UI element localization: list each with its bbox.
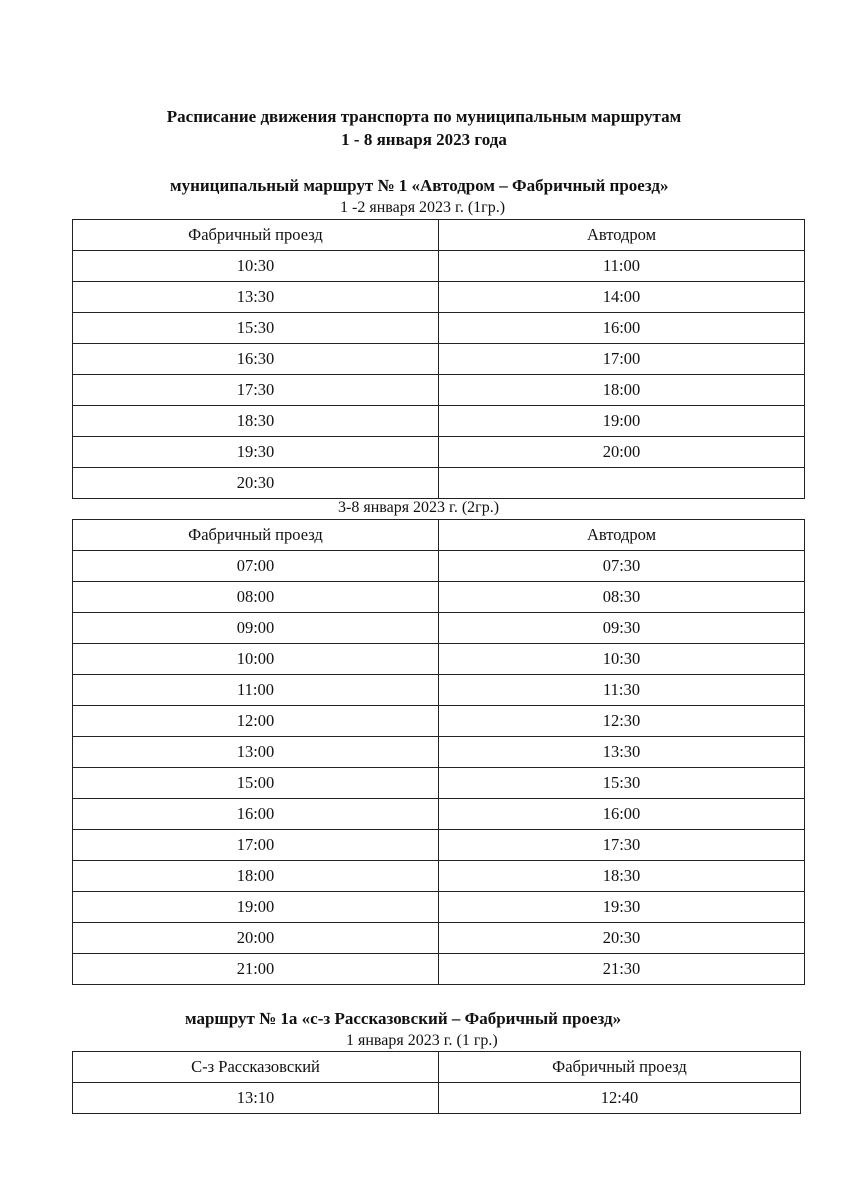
column-header: Фабричный проезд (73, 520, 439, 551)
time-cell: 17:30 (439, 830, 805, 861)
time-cell: 20:00 (73, 923, 439, 954)
table-row (73, 737, 805, 768)
table-row (73, 1083, 801, 1114)
table-row (73, 923, 805, 954)
time-cell: 16:00 (73, 799, 439, 830)
table-row (73, 830, 805, 861)
time-cell: 09:30 (439, 613, 805, 644)
time-cell: 09:00 (73, 613, 439, 644)
time-cell: 10:00 (73, 644, 439, 675)
table-row (73, 582, 805, 613)
table-row (73, 675, 805, 706)
document-title-line2: 1 - 8 января 2023 года (341, 130, 507, 149)
column-header: Автодром (439, 220, 805, 251)
table-row (73, 613, 805, 644)
table-row (73, 644, 805, 675)
time-cell: 16:00 (439, 799, 805, 830)
route1-period2-table (72, 519, 805, 985)
header-row (73, 220, 805, 251)
column-header: Автодром (439, 520, 805, 551)
time-cell: 10:30 (439, 644, 805, 675)
time-cell: 10:30 (73, 251, 439, 282)
header-row (73, 1052, 801, 1083)
table-row (73, 251, 805, 282)
time-cell: 07:00 (73, 551, 439, 582)
table-row (73, 954, 805, 985)
time-cell: 13:00 (73, 737, 439, 768)
time-cell: 21:00 (73, 954, 439, 985)
time-cell: 14:00 (439, 282, 805, 313)
header-row (73, 520, 805, 551)
time-cell: 19:30 (439, 892, 805, 923)
time-cell: 07:30 (439, 551, 805, 582)
table-row (73, 861, 805, 892)
column-header: С-з Рассказовский (73, 1052, 439, 1083)
table-row (73, 768, 805, 799)
time-cell: 20:30 (439, 923, 805, 954)
table-row (73, 313, 805, 344)
table-row (73, 282, 805, 313)
time-cell: 19:00 (73, 892, 439, 923)
time-cell: 18:30 (439, 861, 805, 892)
time-cell: 18:00 (439, 375, 805, 406)
time-cell: 13:30 (439, 737, 805, 768)
time-cell: 15:00 (73, 768, 439, 799)
route1-period1-table (72, 219, 805, 499)
time-cell: 16:30 (73, 344, 439, 375)
time-cell: 20:30 (73, 468, 439, 499)
time-cell (439, 468, 805, 499)
time-cell: 13:30 (73, 282, 439, 313)
table-row (73, 799, 805, 830)
time-cell: 17:00 (439, 344, 805, 375)
time-cell: 21:30 (439, 954, 805, 985)
time-cell: 12:40 (439, 1083, 801, 1114)
time-cell: 19:30 (73, 437, 439, 468)
time-cell: 15:30 (73, 313, 439, 344)
time-cell: 12:00 (73, 706, 439, 737)
time-cell: 17:30 (73, 375, 439, 406)
table-row (73, 892, 805, 923)
time-cell: 13:10 (73, 1083, 439, 1114)
table-row (73, 375, 805, 406)
table-row (73, 551, 805, 582)
time-cell: 08:30 (439, 582, 805, 613)
table-row (73, 468, 805, 499)
time-cell: 12:30 (439, 706, 805, 737)
time-cell: 11:30 (439, 675, 805, 706)
route1a-period1-label: 1 января 2023 г. (1 гр.) (346, 1032, 498, 1049)
time-cell: 19:00 (439, 406, 805, 437)
route1a-period1-table (72, 1051, 801, 1114)
column-header: Фабричный проезд (73, 220, 439, 251)
time-cell: 18:30 (73, 406, 439, 437)
time-cell: 11:00 (439, 251, 805, 282)
time-cell: 11:00 (73, 675, 439, 706)
route1a-heading: маршрут № 1а «с-з Рассказовский – Фабричный проезд» (185, 1009, 622, 1028)
time-cell: 18:00 (73, 861, 439, 892)
document-title-line1: Расписание движения транспорта по муниципальным маршрутам (166, 107, 682, 126)
route1-period2-label: 3-8 января 2023 г. (2гр.) (338, 499, 500, 516)
table-row (73, 406, 805, 437)
table-row (73, 437, 805, 468)
table-row (73, 706, 805, 737)
time-cell: 20:00 (439, 437, 805, 468)
column-header: Фабричный проезд (439, 1052, 801, 1083)
time-cell: 17:00 (73, 830, 439, 861)
time-cell: 08:00 (73, 582, 439, 613)
time-cell: 15:30 (439, 768, 805, 799)
route1-heading: муниципальный маршрут № 1 «Автодром – Фабричный проезд» (170, 176, 669, 195)
route1-period1-label: 1 -2 января 2023 г. (1гр.) (340, 199, 506, 216)
table-row (73, 344, 805, 375)
time-cell: 16:00 (439, 313, 805, 344)
